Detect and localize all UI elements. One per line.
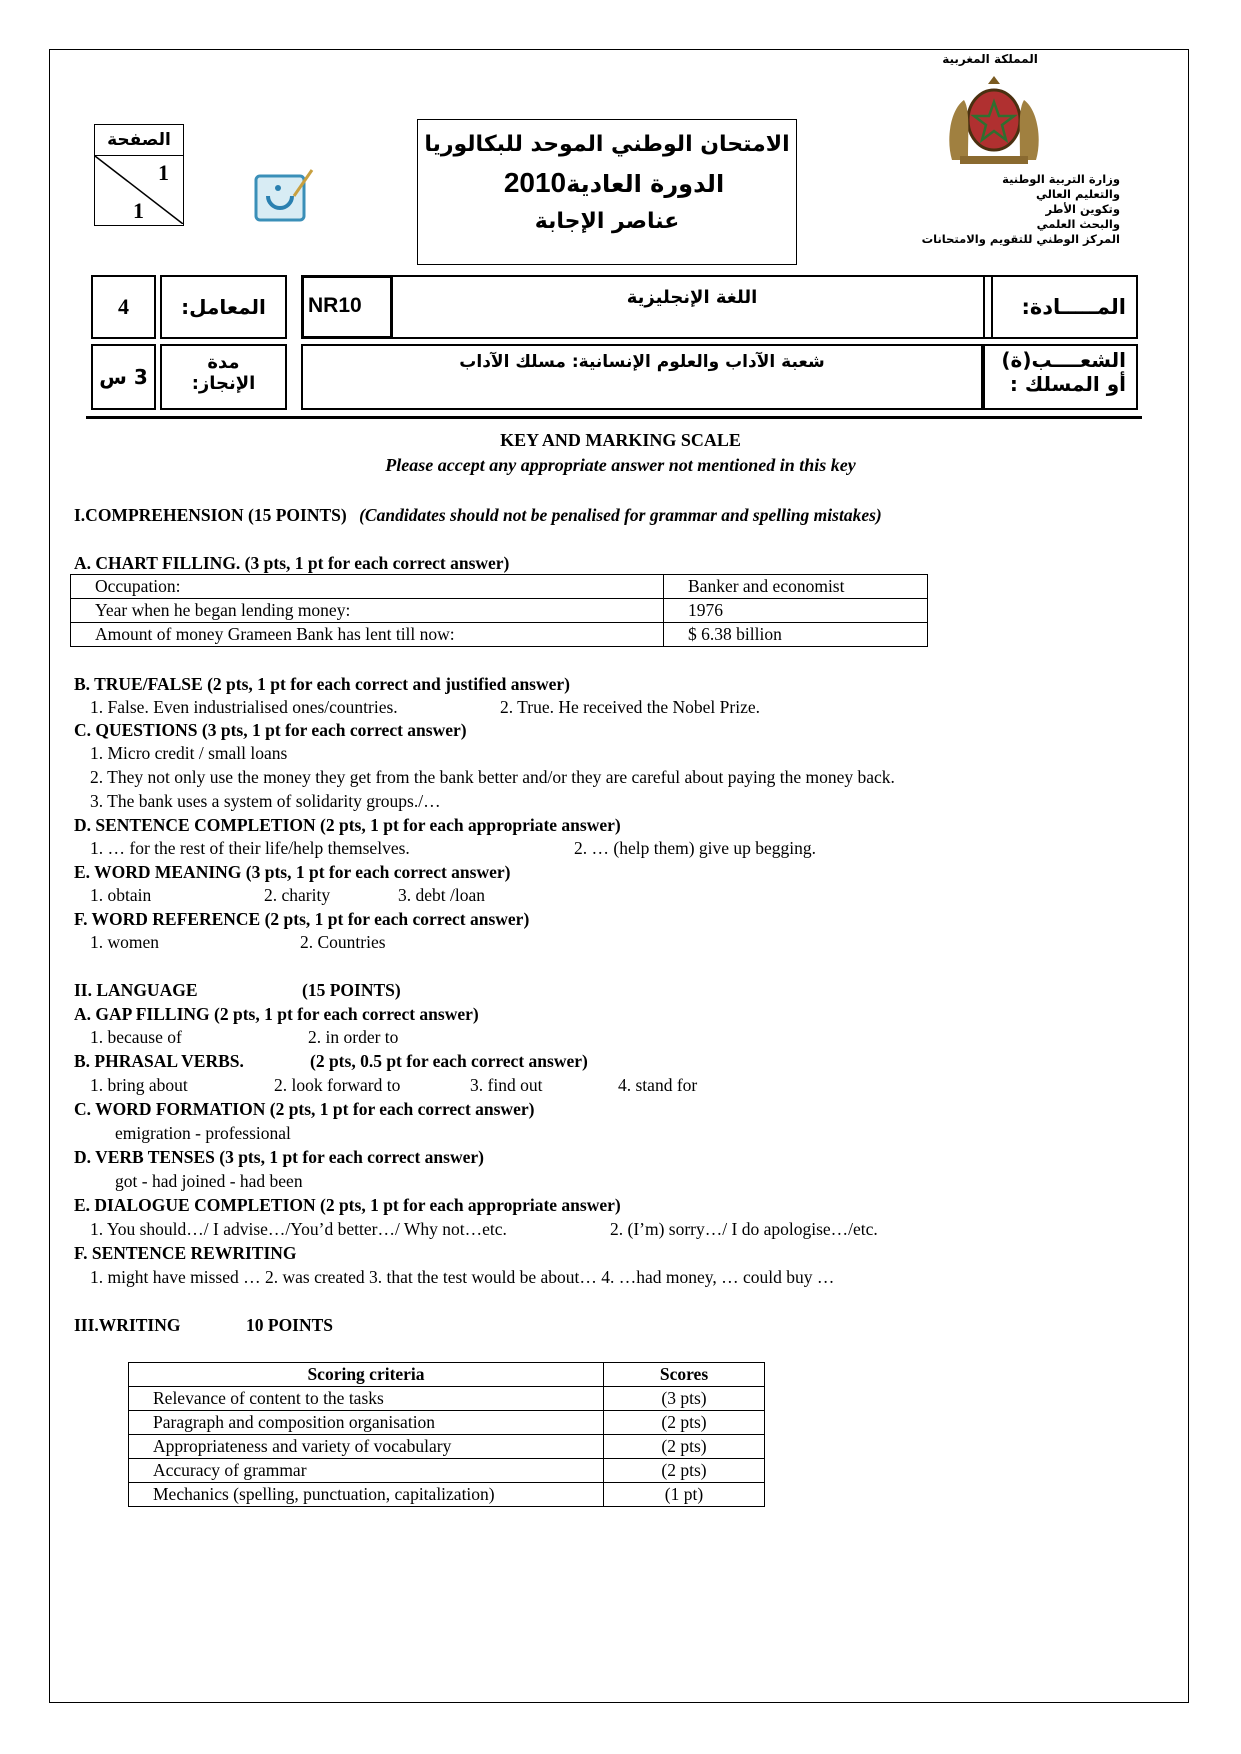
dialogue-completion-answer-2: 2. (I’m) sorry…/ I do apologise…/etc. xyxy=(610,1219,878,1239)
word-reference-heading: F. WORD REFERENCE (2 pts, 1 pt for each correct answer) xyxy=(74,909,530,929)
word-formation-answer: emigration - professional xyxy=(115,1123,291,1143)
true-false-answer-2: 2. True. He received the Nobel Prize. xyxy=(500,697,760,717)
subject-value: اللغة الإنجليزية xyxy=(626,287,758,308)
page-number-box xyxy=(94,124,184,226)
sentence-rewriting-answer: 1. might have missed … 2. was created 3. that the test would be about… 4. …had money, … could buy … xyxy=(90,1267,835,1287)
table-row: Paragraph and composition organisation (2 pts) xyxy=(129,1411,765,1435)
answer-elements: عناصر الإجابة xyxy=(534,209,680,234)
page-total: 1 xyxy=(133,198,144,223)
true-false-heading: B. TRUE/FALSE (2 pts, 1 pt for each correct and justified answer) xyxy=(74,674,570,694)
key-title: KEY AND MARKING SCALE xyxy=(500,430,741,450)
table-row: Accuracy of grammar (2 pts) xyxy=(129,1459,765,1483)
phrasal-verbs-answer-1: 1. bring about xyxy=(90,1075,188,1095)
subject-row xyxy=(301,275,993,339)
coef-label-cell: المعامل: xyxy=(160,275,287,339)
session-label: الدورة العادية xyxy=(566,170,725,198)
writing-points: 10 POINTS xyxy=(246,1315,334,1335)
phrasal-verbs-points: (2 pts, 0.5 pt for each correct answer) xyxy=(310,1051,588,1071)
exam-center-logo-icon xyxy=(250,166,316,226)
word-reference-answer-2: 2. Countries xyxy=(300,932,386,952)
column-header-scores: Scores xyxy=(604,1363,765,1387)
phrasal-verbs-answer-2: 2. look forward to xyxy=(274,1075,401,1095)
table-row: Occupation: Banker and economist xyxy=(71,575,928,599)
page-label: الصفحة xyxy=(95,125,183,156)
dialogue-completion-answer-1: 1. You should…/ I advise…/You’d better…/ Why not…etc. xyxy=(90,1219,507,1239)
sentence-completion-heading: D. SENTENCE COMPLETION (2 pts, 1 pt for each appropriate answer) xyxy=(74,815,621,835)
word-meaning-answer-2: 2. charity xyxy=(264,885,331,905)
exam-title-box xyxy=(417,119,797,265)
true-false-answer-1: 1. False. Even industrialised ones/countries. xyxy=(90,697,398,717)
phrasal-verbs-answer-3: 3. find out xyxy=(470,1075,543,1095)
chart-table xyxy=(70,574,928,647)
word-meaning-answer-1: 1. obtain xyxy=(90,885,152,905)
kingdom-label: المملكة المغربية xyxy=(942,52,1038,66)
verb-tenses-heading: D. VERB TENSES (3 pts, 1 pt for each correct answer) xyxy=(74,1147,484,1167)
sentence-rewriting-heading: F. SENTENCE REWRITING xyxy=(74,1243,297,1263)
phrasal-verbs-answer-4: 4. stand for xyxy=(618,1075,698,1095)
sentence-completion-answer-2: 2. … (help them) give up begging. xyxy=(574,838,817,858)
exam-year: 2010 xyxy=(503,167,567,198)
subject-label-cell: المـــــادة: xyxy=(983,275,1138,339)
comprehension-heading: I.COMPREHENSION (15 POINTS) (Candidates should not be penalised for grammar and spelling mistakes) xyxy=(74,505,882,525)
duration-label-cell: مدة الإنجاز: xyxy=(160,344,287,410)
table-row: Amount of money Grameen Bank has lent till now: $ 6.38 billion xyxy=(71,623,928,647)
table-row: Appropriateness and variety of vocabulary (2 pts) xyxy=(129,1435,765,1459)
questions-answer-1: 1. Micro credit / small loans xyxy=(90,743,288,763)
language-heading: II. LANGUAGE xyxy=(74,980,198,1000)
language-points: (15 POINTS) xyxy=(302,980,401,1000)
phrasal-verbs-heading: B. PHRASAL VERBS. xyxy=(74,1051,244,1071)
page-current: 1 xyxy=(158,160,169,185)
word-meaning-heading: E. WORD MEANING (3 pts, 1 pt for each correct answer) xyxy=(74,862,511,882)
header-divider xyxy=(86,416,1142,419)
questions-answer-2: 2. They not only use the money they get from the bank better and/or they are careful about paying the money back. xyxy=(90,767,895,787)
branch-value-cell: شعبة الآداب والعلوم الإنسانية: مسلك الآداب xyxy=(301,344,983,410)
scoring-table xyxy=(128,1362,765,1507)
questions-heading: C. QUESTIONS (3 pts, 1 pt for each correct answer) xyxy=(74,720,467,740)
exam-title: الامتحان الوطني الموحد للبكالوريا xyxy=(424,132,790,157)
dialogue-completion-heading: E. DIALOGUE COMPLETION (2 pts, 1 pt for each appropriate answer) xyxy=(74,1195,621,1215)
column-header-criteria: Scoring criteria xyxy=(129,1363,604,1387)
coat-of-arms-icon xyxy=(940,70,1048,166)
gap-filling-answer-2: 2. in order to xyxy=(308,1027,399,1047)
word-reference-answer-1: 1. women xyxy=(90,932,160,952)
coef-value-cell: 4 xyxy=(91,275,156,339)
branch-label-cell: الشعــــب(ة) أو المسلك : xyxy=(983,344,1138,410)
chart-filling-heading: A. CHART FILLING. (3 pts, 1 pt for each correct answer) xyxy=(74,553,510,573)
questions-answer-3: 3. The bank uses a system of solidarity groups./… xyxy=(90,791,441,811)
key-note: Please accept any appropriate answer not mentioned in this key xyxy=(385,455,856,475)
word-formation-heading: C. WORD FORMATION (2 pts, 1 pt for each correct answer) xyxy=(74,1099,535,1119)
sentence-completion-answer-1: 1. … for the rest of their life/help themselves. xyxy=(90,838,410,858)
table-row: Year when he began lending money: 1976 xyxy=(71,599,928,623)
verb-tenses-answer: got - had joined - had been xyxy=(115,1171,303,1191)
table-row: Relevance of content to the tasks (3 pts) xyxy=(129,1387,765,1411)
table-row: Mechanics (spelling, punctuation, capitalization) (1 pt) xyxy=(129,1483,765,1507)
word-meaning-answer-3: 3. debt /loan xyxy=(398,885,485,905)
gap-filling-heading: A. GAP FILLING (2 pts, 1 pt for each correct answer) xyxy=(74,1004,479,1024)
ministry-block: وزارة التربية الوطنية والتعليم العالي وتكوين الأطر والبحث العلمي المركز الوطني للتقويم والامتحانات xyxy=(921,172,1120,246)
duration-value-cell: 3 س xyxy=(91,344,156,410)
writing-heading: III.WRITING xyxy=(74,1315,181,1335)
table-header-row xyxy=(129,1363,765,1387)
gap-filling-answer-1: 1. because of xyxy=(90,1027,182,1047)
exam-code-cell: NR10 xyxy=(301,275,393,339)
